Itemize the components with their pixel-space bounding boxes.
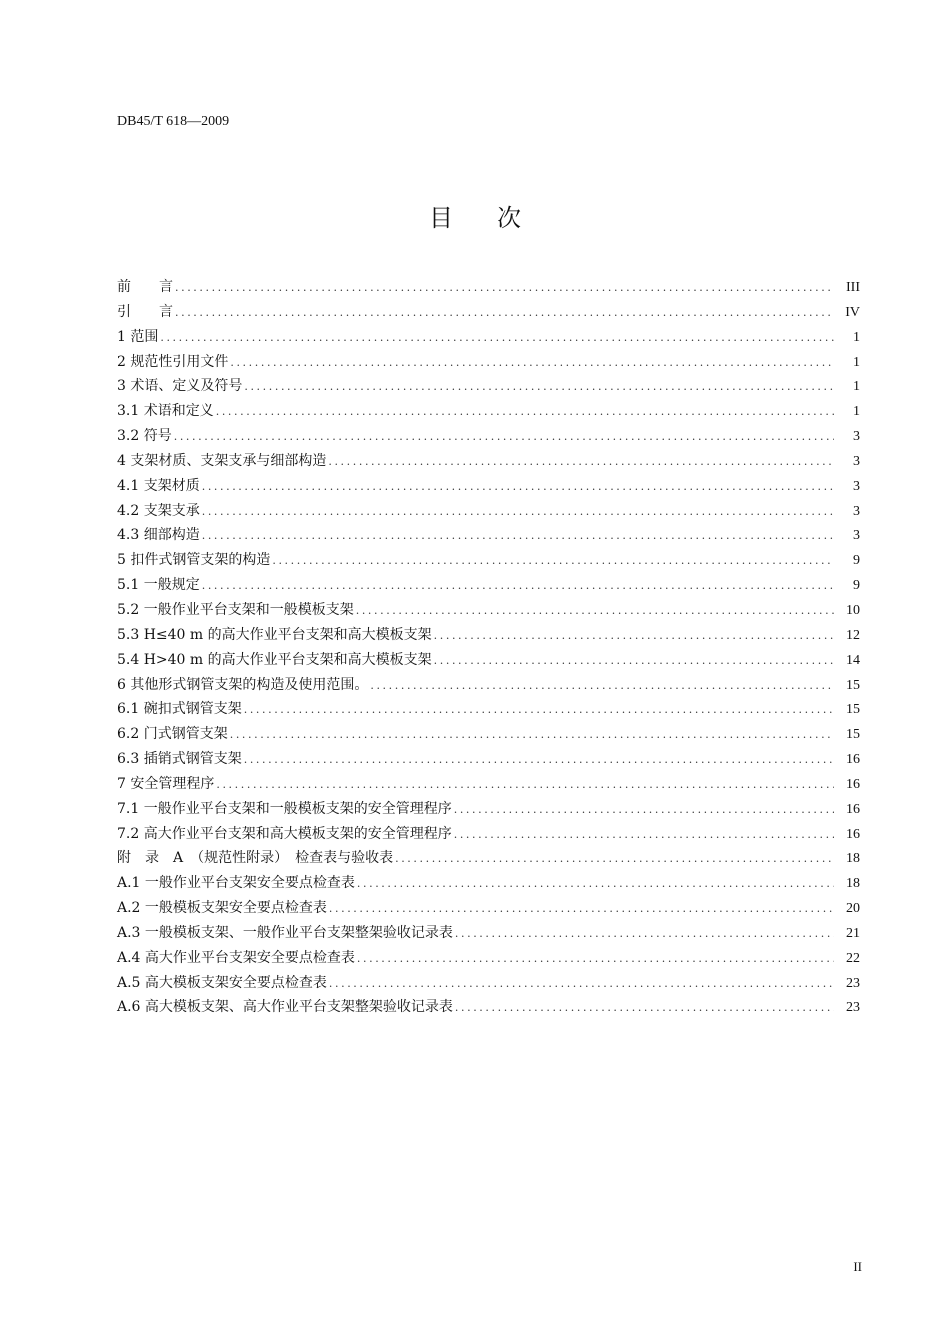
page-number: II (853, 1259, 862, 1274)
toc-entry[interactable] (117, 774, 860, 799)
toc-leader-dots (244, 700, 834, 720)
toc-entry[interactable] (117, 277, 860, 302)
toc-leader-dots (272, 551, 834, 571)
toc-entry[interactable] (117, 550, 860, 575)
toc-entry-page: 1 (853, 379, 860, 395)
toc-leader-dots (329, 899, 834, 919)
toc-entry-page: 16 (846, 801, 860, 817)
toc-leader-dots (356, 601, 834, 621)
toc-entry-page: 3 (853, 453, 860, 469)
toc-leader-dots (328, 452, 834, 472)
toc-entry[interactable] (117, 302, 860, 327)
toc-entry[interactable] (117, 650, 860, 675)
toc-entry-page: 21 (846, 925, 860, 941)
toc-entry[interactable] (117, 675, 860, 700)
toc-entry[interactable] (117, 898, 860, 923)
toc-entry-label: A.4 高大作业平台支架安全要点检查表 (117, 949, 355, 966)
toc-leader-dots (370, 676, 834, 696)
toc-entry-label: 6.2 门式钢管支架 (117, 726, 228, 743)
toc-entry-label: 3.1 术语和定义 (117, 403, 214, 420)
toc-entry-page: 12 (846, 627, 860, 643)
toc-entry-page: 15 (846, 727, 860, 743)
toc-entry-page: 15 (846, 702, 860, 718)
toc-leader-dots (202, 526, 834, 546)
toc-entry-label: 5.2 一般作业平台支架和一般模板支架 (117, 601, 354, 618)
toc-entry-label: 引 言 (117, 303, 173, 320)
toc-leader-dots (174, 427, 834, 447)
toc-entry[interactable] (117, 501, 860, 526)
toc-leader-dots (175, 278, 834, 298)
toc-entry-page: 14 (846, 652, 860, 668)
toc-entry-page: III (846, 280, 860, 295)
toc-entry[interactable] (117, 600, 860, 625)
toc-leader-dots (175, 303, 834, 323)
toc-entry-page: 9 (853, 578, 860, 594)
toc-entry-label: 附 录 A （规范性附录） 检查表与验收表 (117, 850, 394, 867)
toc-entry-page: 18 (846, 876, 860, 892)
toc-leader-dots (230, 353, 834, 373)
toc-entry-label: 3 术语、定义及符号 (117, 378, 243, 395)
toc-entry-label: A.2 一般模板支架安全要点检查表 (117, 900, 327, 917)
toc-entry-label: 2 规范性引用文件 (117, 353, 229, 370)
toc-entry-page: 10 (846, 602, 860, 618)
toc-entry-page: 16 (846, 752, 860, 768)
toc-entry[interactable] (117, 426, 860, 451)
toc-entry-page: 16 (846, 776, 860, 792)
toc-entry-label: A.6 高大模板支架、高大作业平台支架整架验收记录表 (117, 999, 453, 1016)
toc-entry[interactable] (117, 824, 860, 849)
toc-leader-dots (395, 849, 834, 869)
toc-leader-dots (357, 874, 834, 894)
toc-entry-page: IV (845, 304, 860, 320)
toc-entry-page: 23 (846, 975, 860, 991)
toc-entry-page: 20 (846, 901, 860, 917)
document-code: DB45/T 618—2009 (117, 114, 230, 129)
toc-entry[interactable] (117, 327, 860, 352)
toc-entry-page: 3 (853, 528, 860, 544)
toc-entry-label: 4.1 支架材质 (117, 477, 200, 494)
toc-entry-label: 5.1 一般规定 (117, 577, 200, 594)
toc-entry[interactable] (117, 401, 860, 426)
toc-entry-page: 16 (846, 826, 860, 842)
toc-entry-label: A.5 高大模板支架安全要点检查表 (117, 974, 327, 991)
toc-entry-page: 3 (853, 478, 860, 494)
toc-entry-label: 5 扣件式钢管支架的构造 (117, 552, 271, 569)
toc-leader-dots (216, 402, 834, 422)
toc-leader-dots (434, 651, 834, 671)
toc-entry[interactable] (117, 451, 860, 476)
toc-entry-page: 15 (846, 677, 860, 693)
toc-leader-dots (202, 502, 834, 522)
toc-entry-label: A.3 一般模板支架、一般作业平台支架整架验收记录表 (117, 924, 453, 941)
page-title: 目次 (429, 204, 565, 232)
toc-leader-dots (455, 924, 834, 944)
toc-entry-label: 1 范围 (117, 328, 159, 345)
toc-entry-page: 3 (853, 503, 860, 519)
toc-entry-label: 3.2 符号 (117, 428, 172, 445)
toc-leader-dots (434, 626, 834, 646)
toc-leader-dots (160, 328, 834, 348)
toc-entry-page: 23 (846, 1000, 860, 1016)
toc-entry[interactable] (117, 873, 860, 898)
toc-entry-label: 4.3 细部构造 (117, 527, 200, 544)
toc-leader-dots (357, 949, 834, 969)
toc-entry[interactable] (117, 973, 860, 998)
toc-entry-label: 5.4 H>40 m 的高大作业平台支架和高大模板支架 (117, 651, 432, 668)
toc-leader-dots (216, 775, 834, 795)
toc-entry-label: 6 其他形式钢管支架的构造及使用范围。 (117, 676, 369, 693)
toc-entry-label: 5.3 H≤40 m 的高大作业平台支架和高大模板支架 (117, 626, 432, 643)
toc-entry[interactable] (117, 476, 860, 501)
toc-entry-page: 3 (853, 429, 860, 445)
toc-leader-dots (244, 750, 834, 770)
toc-entry[interactable] (117, 699, 860, 724)
toc-entry-page: 1 (853, 354, 860, 370)
toc-entry-label: 6.1 碗扣式钢管支架 (117, 701, 242, 718)
toc-entry[interactable] (117, 352, 860, 377)
toc-entry-page: 1 (853, 404, 860, 420)
toc-entry[interactable] (117, 948, 860, 973)
toc-entry[interactable] (117, 923, 860, 948)
toc-entry-label: 4.2 支架支承 (117, 502, 200, 519)
toc-leader-dots (202, 477, 834, 497)
toc-entry-page: 18 (846, 851, 860, 867)
toc-entry-label: 4 支架材质、支架支承与细部构造 (117, 452, 327, 469)
toc-leader-dots (455, 998, 834, 1018)
toc-entry[interactable] (117, 376, 860, 401)
toc-entry[interactable] (117, 848, 860, 873)
toc-entry-label: 7.2 高大作业平台支架和高大模板支架的安全管理程序 (117, 825, 452, 842)
toc-entry[interactable] (117, 724, 860, 749)
toc-entry-label: 7.1 一般作业平台支架和一般模板支架的安全管理程序 (117, 800, 452, 817)
toc-entry[interactable] (117, 749, 860, 774)
toc-entry-page: 22 (846, 950, 860, 966)
table-of-contents (117, 277, 860, 1022)
toc-entry-label: 7 安全管理程序 (117, 775, 215, 792)
toc-entry-label: A.1 一般作业平台支架安全要点检查表 (117, 875, 355, 892)
toc-leader-dots (454, 800, 834, 820)
toc-entry[interactable] (117, 525, 860, 550)
toc-entry-page: 1 (853, 329, 860, 345)
toc-entry-label: 前 言 (117, 279, 173, 295)
toc-leader-dots (202, 576, 834, 596)
toc-entry[interactable] (117, 625, 860, 650)
toc-leader-dots (244, 377, 834, 397)
toc-leader-dots (329, 974, 834, 994)
toc-entry[interactable] (117, 799, 860, 824)
toc-entry[interactable] (117, 575, 860, 600)
toc-entry-page: 9 (853, 553, 860, 569)
toc-entry-label: 6.3 插销式钢管支架 (117, 751, 242, 768)
toc-leader-dots (230, 725, 834, 745)
toc-entry[interactable] (117, 997, 860, 1022)
toc-leader-dots (454, 825, 834, 845)
